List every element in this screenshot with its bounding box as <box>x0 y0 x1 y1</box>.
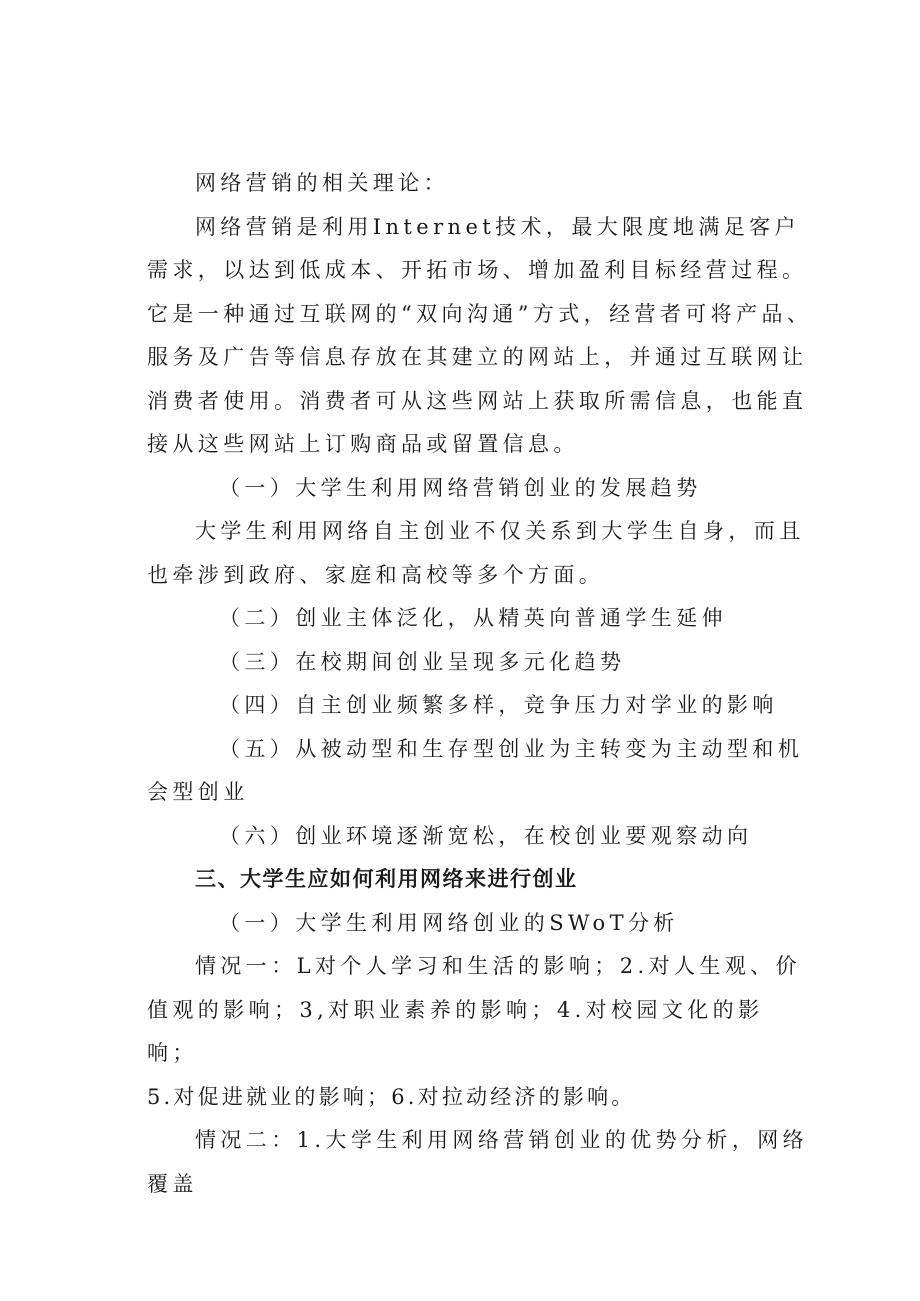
subheading-5: （五）从被动型和生存型创业为主转变为主动型和机会型创业 <box>147 736 804 804</box>
subheading-trend: （一）大学生利用网络营销创业的发展趋势 <box>219 475 702 500</box>
subheading-6: （六）创业环境逐渐宽松，在校创业要观察动向 <box>219 823 753 848</box>
case-two-paragraph: 情况二：1.大学生利用网络营销创业的优势分析，网络覆盖 <box>147 1128 809 1196</box>
case-one-paragraph: 情况一：L对个人学习和生活的影响；2.对人生观、价值观的影响；3,对职业素养的影响；4.对校园文化的影响； <box>147 954 801 1065</box>
theory-paragraph: 网络营销是利用Internet技术，最大限度地满足客户需求，以达到低成本、开拓市场、增加盈利目标经营过程。它是一种通过互联网的“双向沟通”方式，经营者可将产品、服务及广告等信息存放在其建立的网站上，并通过互联网让消费者使用。消费者可从这些网站上获取所需信息，也能直接从这些网站上订购商品或留置信息。 <box>147 214 813 456</box>
subheading-2: （二）创业主体泛化，从精英向普通学生延伸 <box>219 606 727 630</box>
trend-paragraph: 大学生利用网络自主创业不仅关系到大学生自身，而且也牵涉到政府、家庭和高校等多个方面。 <box>147 519 805 587</box>
section-heading: 三、大学生应如何利用网络来进行创业 <box>195 867 578 891</box>
document-body <box>147 162 813 1206</box>
subheading-4: （四）自主创业频繁多样，竞争压力对学业的影响 <box>219 693 778 717</box>
case-one-continued: 5.对促进就业的影响；6.对拉动经济的影响。 <box>147 1084 636 1109</box>
subheading-3: （三）在校期间创业呈现多元化趋势 <box>219 649 626 674</box>
theory-intro: 网络营销的相关理论： <box>195 171 449 195</box>
subheading-swot: （一）大学生利用网络创业的SWoT分析 <box>219 910 679 935</box>
